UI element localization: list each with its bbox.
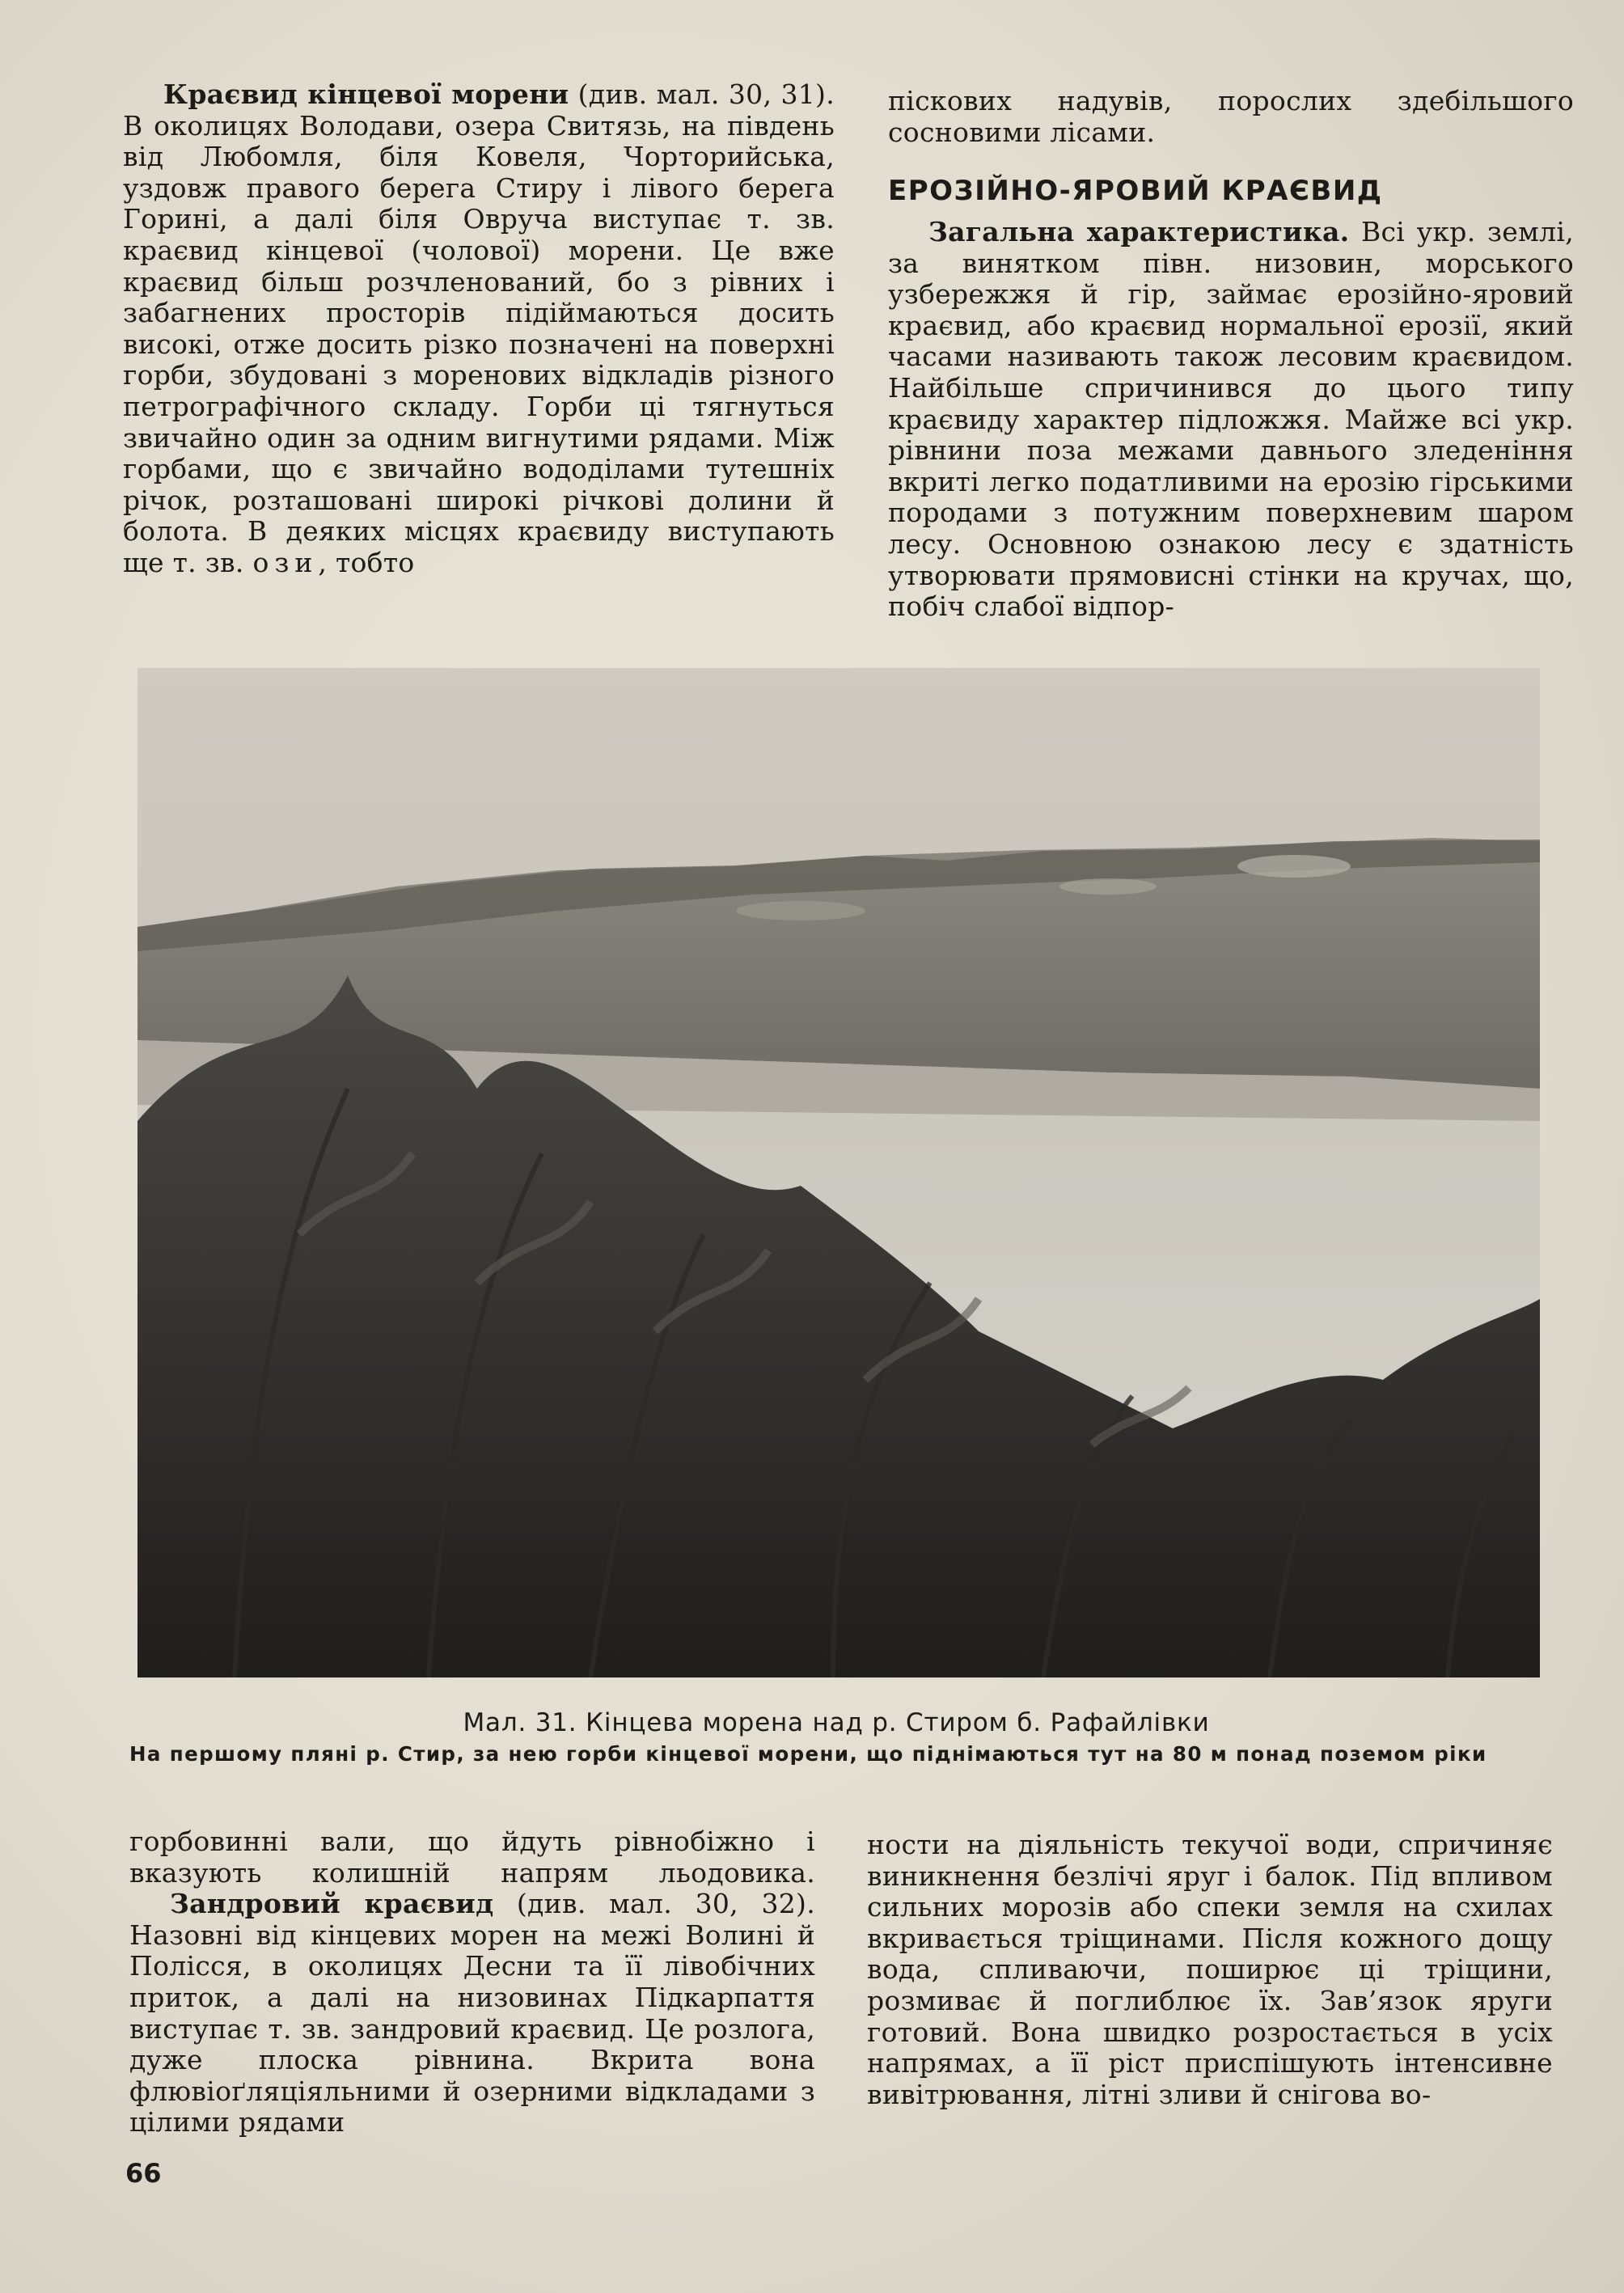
text-column-top-right [888, 86, 1574, 148]
paragraph-general-characteristics [888, 217, 1574, 623]
paragraph-zandr [129, 1889, 815, 2139]
paragraph-tail: , тобто [318, 546, 415, 578]
section-heading: ЕРОЗІЙНО-ЯРОВИЙ КРАЄВИД [888, 175, 1383, 207]
text-column-bottom-left [129, 1826, 815, 2139]
paragraph-continuation-bottom: горбовинні вали, що йдуть рівнобіжно і вказують колишній напрям льодовика. [129, 1826, 815, 1889]
paragraph-text: Всі укр. землі, за винятком півн. низовин, морського узбережжя й гір, займає ерозійно-яровий краєвид, або краєвид нормальної ерозії, який часами називають також лесовим краєвидом. Найбільше спричинився до цього типу краєвиду характер підложжя. Майже всі укр. рівнини поза межами давнього зледеніння вкриті легко податливими на ерозію гірськими породами з потужним поверхневим шаром лесу. Основною ознакою лесу є здатність утворювати прямовисні стінки на кручах, що, побіч слабої відпор- [888, 216, 1574, 623]
paragraph-text: (див. мал. 30, 32). Назовні від кінцевих морен на межі Волині й Полісся, в околицях Десни та її лівобічних приток, а далі на низовинах Підкарпаття виступає т. зв. зандровий краєвид. Це розлога, дуже плоска рівнина. Вкрита вона флювіоґляціяльними й озерними відкладами з цілими рядами [129, 1888, 815, 2139]
figure-caption-body: На першому пляні р. Стир, за нею горби кінцевої морени, що піднімаються тут на 80 м понад поземом ріки [129, 1742, 1487, 1766]
term-general-characteristics: Загальна характеристика. [928, 216, 1350, 247]
paragraph-erosion: ности на діяльність текучої води, спричиняє виникнення безлічі яруг і балок. Під впливом сильних морозів або спеки земля на схилах вкривається тріщинами. Після кожного дощу вода, спливаючи, поширює ці тріщини, розмиває й поглиблює їх. Зав’язок яруги готовий. Вона швидко розростається в усіх напрямах, а її ріст приспішують інтенсивне вивітрювання, літні зливи й снігова во- [867, 1829, 1553, 2110]
term-terminal-moraine: Краєвид кінцевої морени [163, 78, 569, 110]
page-number: 66 [125, 2158, 162, 2189]
landscape-photo [137, 668, 1540, 1677]
text-column-bottom-right [867, 1830, 1553, 2110]
paragraph-text: (див. мал. 30, 31). В околицях Володави, озера Свитязь, на південь від Любомля, біля Ковеля, Чорторийська, уздовж правого берега Стиру і лівого берега Горині, а далі біля Овруча виступає т. зв. краєвид кінцевої (чолової) морени. Це вже краєвид більш розчленований, бо з рівних і забагнених просторів підіймаються досить високі, отже досить різко позначені на поверхні горби, збудовані з моренових відкладів різного петрографічного складу. Горби ці тягнуться звичайно один за одним вигнутими рядами. Між горбами, що є звичайно вододілами тутешніх річок, розташовані широкі річкові долини й болота. В деяких місцях краєвиду виступають ще т. зв. [123, 78, 835, 578]
term-zandr: Зандровий краєвид [170, 1888, 494, 1920]
paragraph-terminal-moraine [123, 79, 835, 579]
term-ozy: ози [252, 546, 319, 578]
figure-caption-title: Мал. 31. Кінцева морена над р. Стиром б. Рафайлівки [463, 1708, 1210, 1737]
text-column-top-right-2 [888, 217, 1574, 623]
paragraph-continuation: піскових надувів, порослих здебільшого сосновими лісами. [888, 85, 1574, 148]
text-column-top-left [123, 79, 835, 579]
